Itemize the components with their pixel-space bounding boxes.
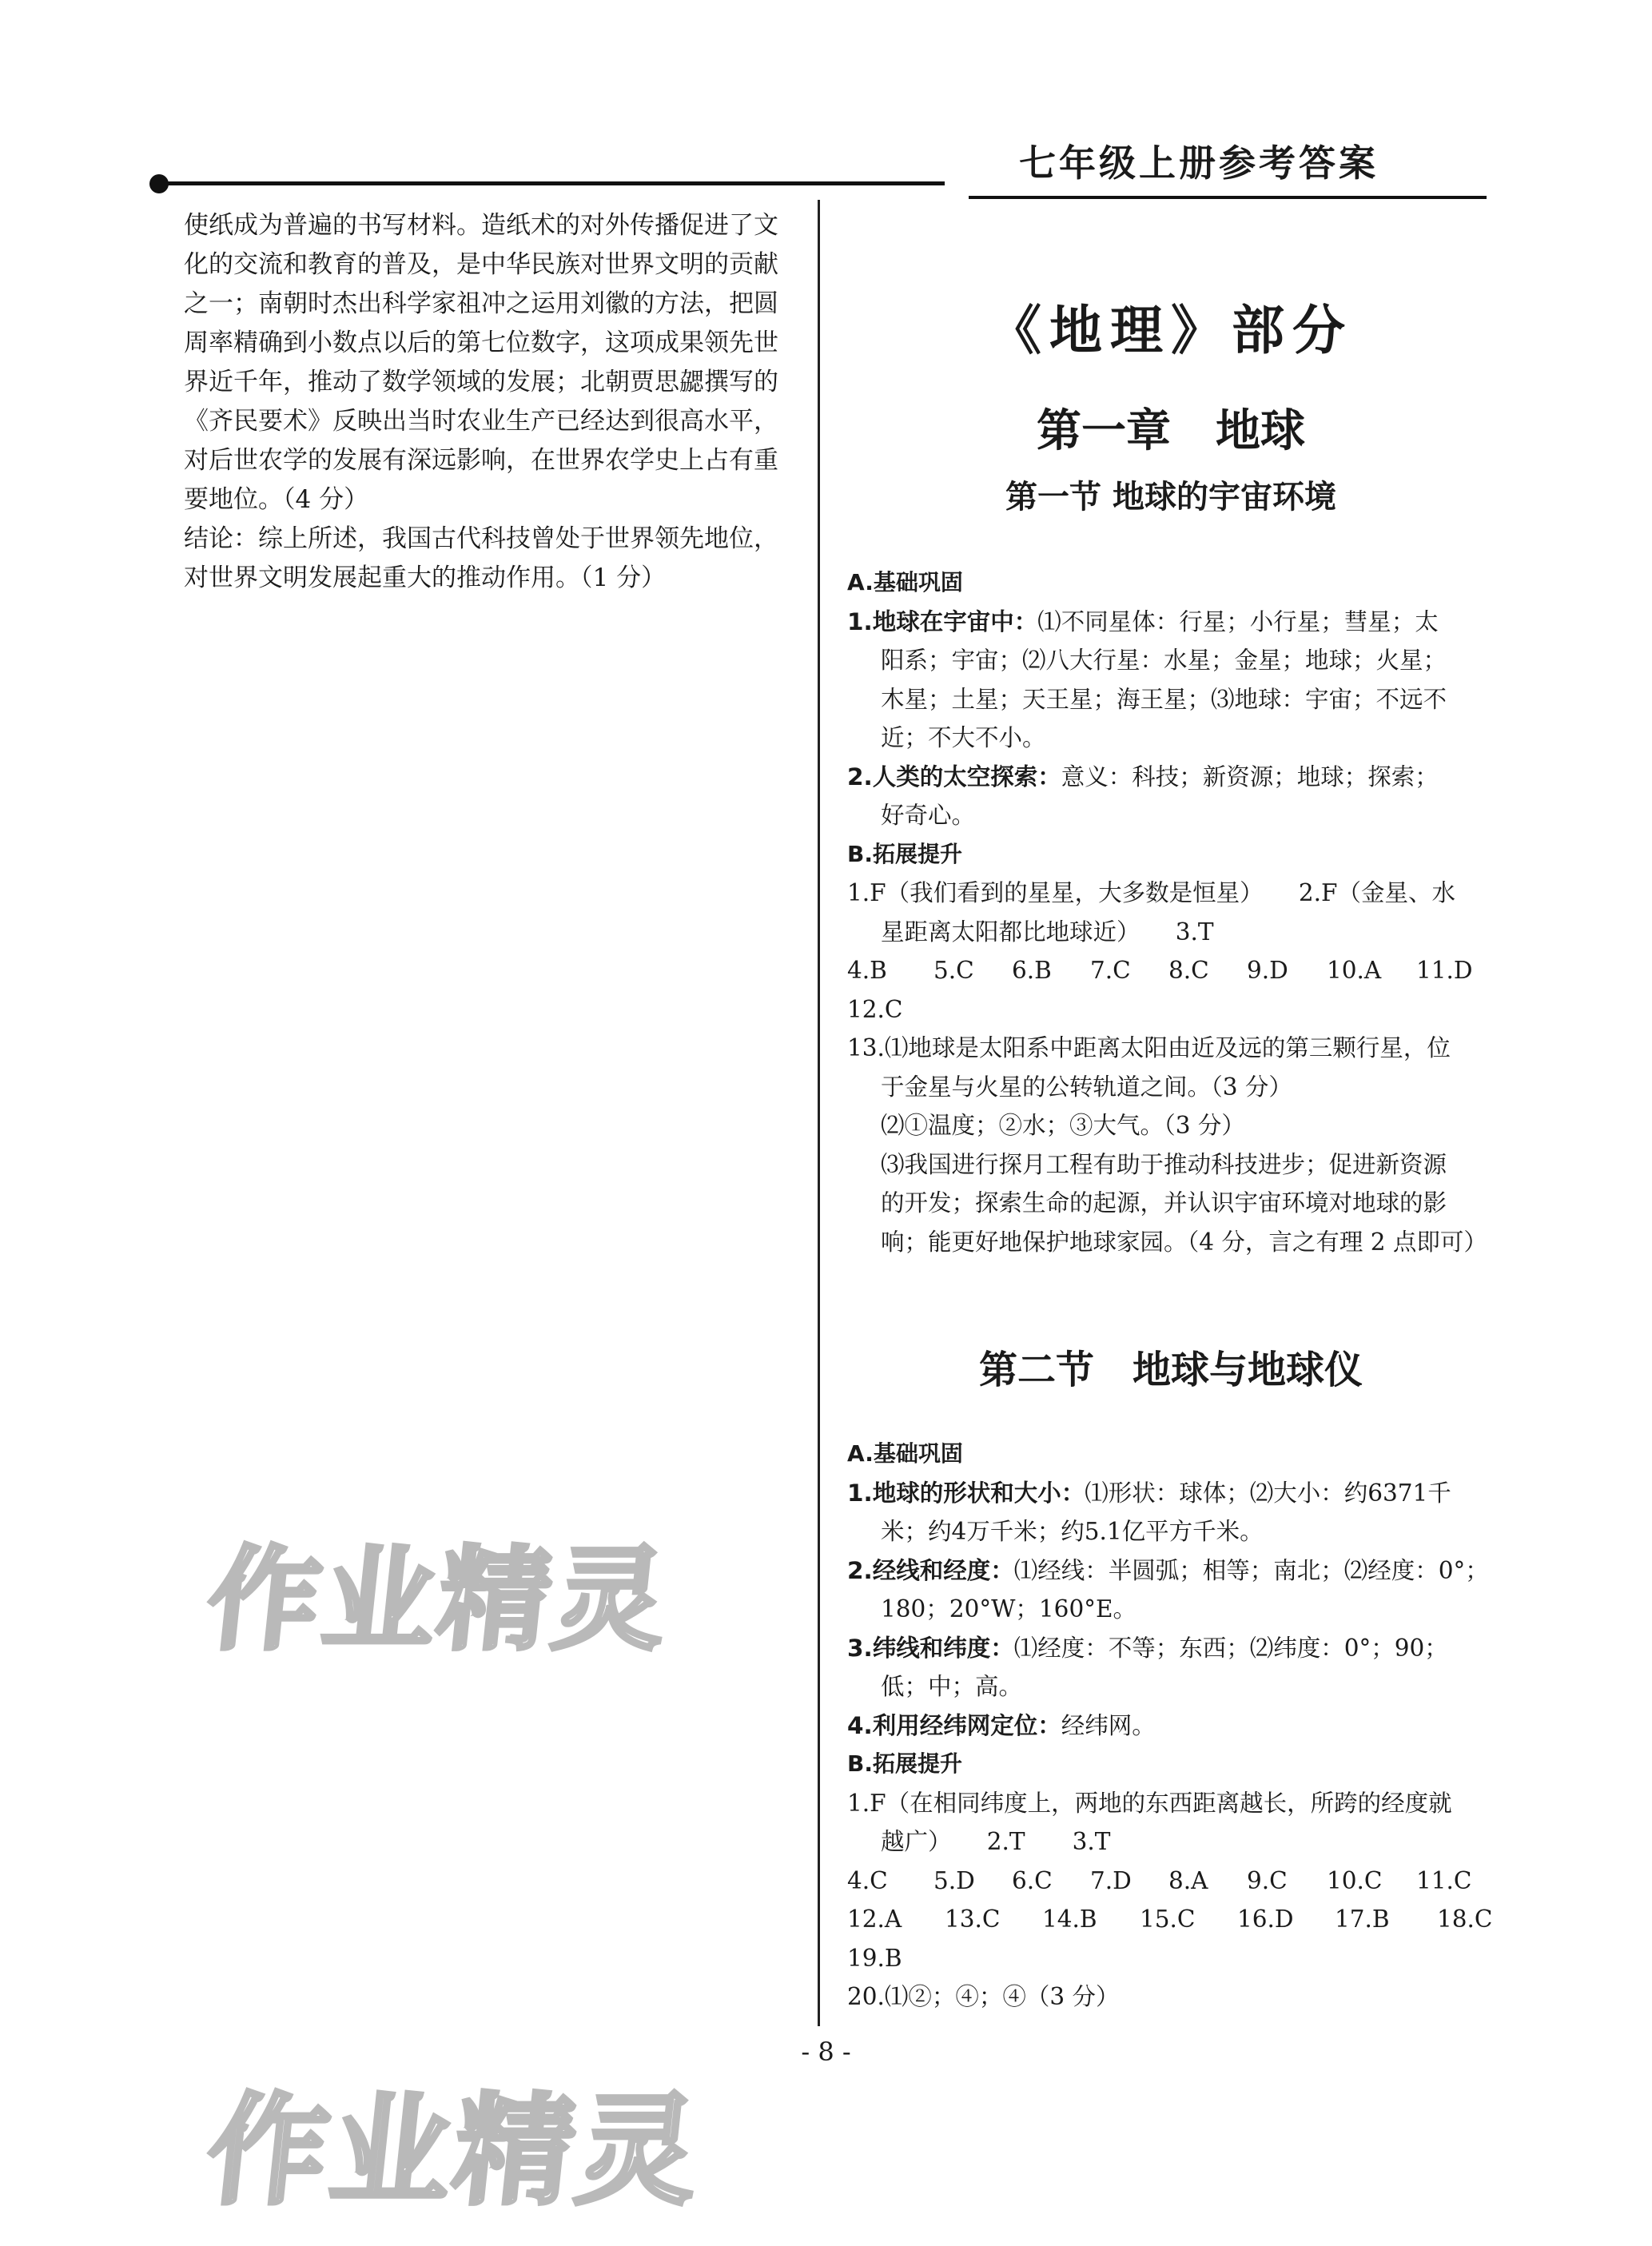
section1-a1-line: 木星；土星；天王星；海王星；⑶地球：宇宙；不远不 — [881, 685, 1447, 713]
section2-b-line: 越广） 2.T 3.T — [881, 1828, 1111, 1855]
section1-a1-head: 1.地球在宇宙中： — [847, 607, 1038, 635]
header-rule-right — [969, 196, 1487, 199]
left-line: 界近千年，推动了数学领域的发展；北朝贾思勰撰写的 — [184, 368, 778, 396]
answer-item: 7.D — [1090, 1866, 1132, 1894]
answer-item: 19.B — [847, 1944, 902, 1972]
answer-item: 13.C — [945, 1906, 1001, 1933]
answer-item: 11.C — [1416, 1866, 1472, 1894]
left-line: 《齐民要术》反映出当时农业生产已经达到很高水平， — [184, 407, 778, 436]
section2-a1-line: 米；约4万千米；约5.1亿平方千米。 — [881, 1518, 1264, 1545]
answer-item: 5.D — [933, 1866, 975, 1894]
section2-a1-head: 1.地球的形状和大小： — [847, 1479, 1085, 1507]
column-divider — [818, 200, 820, 2026]
left-line: 化的交流和教育的普及，是中华民族对世界文明的贡献 — [184, 250, 778, 279]
section2-a4-head: 4.利用经纬网定位： — [847, 1711, 1061, 1739]
answer-item: 12.A — [847, 1906, 902, 1933]
section1-body — [847, 563, 1496, 1261]
section2-b-label: B.拓展提升 — [847, 1750, 962, 1777]
watermark: 作业精灵 — [201, 2082, 708, 2221]
answer-item: 10.A — [1327, 957, 1382, 984]
section2-a3-line: ⑴经度：不等；东西；⑵纬度：0°；90； — [1013, 1634, 1448, 1662]
section2-a2-line: 180；20°W；160°E。 — [881, 1595, 1137, 1623]
section1-a1-line: 阳系；宇宙；⑵八大行星：水星；金星；地球；火星； — [881, 647, 1447, 674]
section1-b-line: 星距离太阳都比地球近） 3.T — [881, 918, 1214, 946]
answer-item: 9.D — [1247, 957, 1288, 984]
answer-item: 12.C — [847, 995, 903, 1023]
section1-q13-line: ⑶我国进行探月工程有助于推动科技进步；促进新资源 — [881, 1150, 1447, 1178]
answer-item: 14.B — [1042, 1906, 1097, 1933]
section2-a3-head: 3.纬线和纬度： — [847, 1634, 1014, 1662]
section2-a1-line: ⑴形状：球体；⑵大小：约6371千 — [1085, 1479, 1451, 1507]
answer-item: 8.A — [1168, 1866, 1208, 1894]
answer-item: 18.C — [1437, 1906, 1493, 1933]
watermark: 作业精灵 — [201, 1535, 676, 1666]
answer-item: 8.C — [1168, 957, 1209, 984]
section1-b-line: 1.F（我们看到的星星，大多数是恒星） 2.F（金星、水 — [847, 879, 1455, 906]
header-rule-left — [158, 181, 945, 185]
chapter-title: 第一章 地球 — [1037, 405, 1305, 457]
section2-body — [847, 1435, 1496, 2017]
left-column — [184, 206, 791, 598]
section2-a4-line: 经纬网。 — [1061, 1711, 1156, 1739]
section2-answers-row — [847, 1862, 1496, 1901]
answer-item: 4.C — [847, 1866, 888, 1894]
section1-a1-line: ⑴不同星体：行星；小行星；彗星；太 — [1037, 607, 1439, 635]
left-line: 要地位。（4 分） — [184, 485, 369, 514]
left-line: 周率精确到小数点以后的第七位数字，这项成果领先世 — [184, 329, 778, 357]
answer-item: 9.C — [1247, 1866, 1288, 1894]
section2-a-label: A.基础巩固 — [847, 1440, 963, 1467]
answer-item: 11.D — [1416, 957, 1473, 984]
section2-q20: 20.⑴②；④；④（3 分） — [847, 1983, 1120, 2010]
section2-a2-head: 2.经线和经度： — [847, 1556, 1014, 1584]
section1-a-label: A.基础巩固 — [847, 569, 963, 595]
answer-item: 10.C — [1327, 1866, 1383, 1894]
header-title: 七年级上册参考答案 — [1019, 141, 1379, 185]
left-line: 结论：综上所述，我国古代科技曾处于世界领先地位， — [184, 524, 778, 553]
page-number: - 8 - — [801, 2037, 851, 2067]
answer-item: 7.C — [1090, 957, 1131, 984]
section1-q13-line: 于金星与火星的公转轨道之间。（3 分） — [881, 1073, 1292, 1101]
section1-a2-line: 意义：科技；新资源；地球；探索； — [1061, 763, 1439, 790]
answer-item: 17.B — [1335, 1906, 1390, 1933]
section1-a1-line: 近；不大不小。 — [881, 724, 1046, 751]
section1-b-label: B.拓展提升 — [847, 840, 962, 867]
answer-item: 6.C — [1012, 1866, 1053, 1894]
part-title: 《地理》部分 — [989, 300, 1353, 361]
answer-item: 16.D — [1237, 1906, 1294, 1933]
section1-q13-line: ⑵①温度；②水；③大气。（3 分） — [881, 1112, 1245, 1139]
section1-q13-line: 的开发；探索生命的起源，并认识宇宙环境对地球的影 — [881, 1189, 1447, 1217]
answer-item: 5.C — [933, 957, 974, 984]
section2-a3-line: 低；中；高。 — [881, 1673, 1023, 1700]
section2-b-line: 1.F（在相同纬度上，两地的东西距离越长，所跨的经度就 — [847, 1789, 1452, 1817]
left-line: 之一；南朝时杰出科学家祖冲之运用刘徽的方法，把圆 — [184, 289, 778, 318]
answer-item: 4.B — [847, 957, 887, 984]
section1-title: 第一节 地球的宇宙环境 — [1005, 479, 1336, 516]
left-line: 对世界文明发展起重大的推动作用。（1 分） — [184, 563, 667, 592]
left-line: 对后世农学的发展有深远影响，在世界农学史上占有重 — [184, 446, 778, 475]
answer-item: 6.B — [1012, 957, 1052, 984]
section1-q13-line: 响；能更好地保护地球家园。（4 分，言之有理 2 点即可） — [881, 1228, 1487, 1256]
left-line: 使纸成为普遍的书写材料。造纸术的对外传播促进了文 — [184, 211, 778, 240]
section2-answers-row — [847, 1900, 1496, 1939]
section2-a2-line: ⑴经线：半圆弧；相等；南北；⑵经度：0°； — [1013, 1556, 1489, 1584]
section1-a2-line: 好奇心。 — [881, 802, 976, 829]
section1-a2-head: 2.人类的太空探索： — [847, 763, 1061, 790]
section1-q13-line: 13.⑴地球是太阳系中距离太阳由近及远的第三颗行星，位 — [847, 1034, 1451, 1061]
section2-title: 第二节 地球与地球仪 — [978, 1348, 1363, 1392]
section1-answers-row — [847, 951, 1496, 990]
answer-item: 15.C — [1140, 1906, 1196, 1933]
